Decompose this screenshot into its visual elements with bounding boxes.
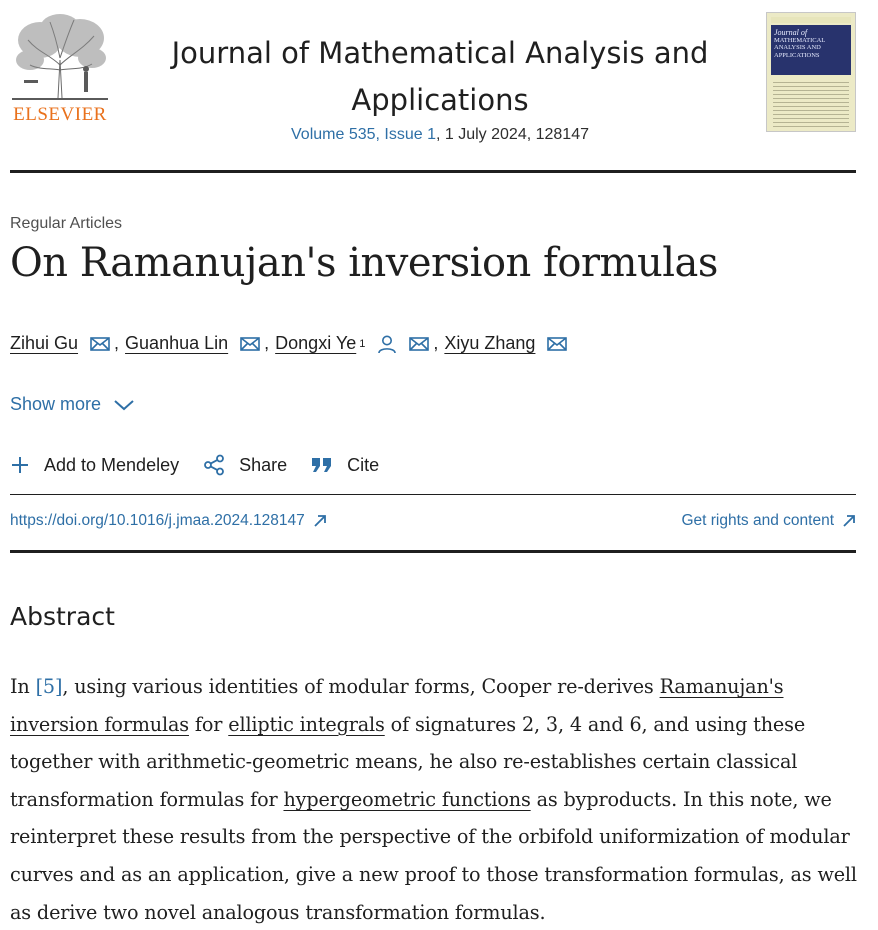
- show-more-label: Show more: [10, 394, 102, 414]
- doi-link[interactable]: [10, 512, 327, 530]
- author-name[interactable]: Guanhua Lin: [125, 333, 229, 353]
- author-separator: ,: [114, 333, 120, 353]
- envelope-icon[interactable]: [409, 337, 429, 351]
- header-divider: [10, 170, 856, 173]
- chevron-down-icon: [113, 398, 135, 412]
- reference-link[interactable]: [5]: [35, 675, 63, 698]
- issue-date-article: , 1 July 2024, 128147: [435, 126, 589, 143]
- cover-title-italic: Journal of: [774, 28, 808, 37]
- cover-header-strip: [771, 17, 851, 23]
- author-name[interactable]: Xiyu Zhang: [444, 333, 536, 353]
- journal-header: [10, 0, 856, 172]
- journal-title[interactable]: Journal of Mathematical Analysis and Applications: [171, 36, 709, 117]
- abstract-text: as byproducts. In this note, we reinterpret these results from the perspective of the orbifold uniformization of modular curves and as an application, give a new proof to those transformation formulas, as well as derive two novel analogous transformation formulas.: [10, 787, 857, 924]
- get-rights-label: Get rights and content: [681, 512, 834, 529]
- article-type: Regular Articles: [10, 215, 123, 232]
- author-list: [10, 333, 567, 354]
- author-name[interactable]: Zihui Gu: [10, 333, 79, 353]
- abstract-body: [10, 668, 862, 930]
- share-label: Share: [239, 454, 288, 475]
- cover-title-block: [771, 25, 851, 75]
- doi-link-label: https://doi.org/10.1016/j.jmaa.2024.128147: [10, 512, 305, 529]
- get-rights-link[interactable]: [681, 512, 856, 530]
- show-more-button[interactable]: [10, 394, 135, 415]
- cover-contents-lines: [773, 79, 849, 127]
- author-separator: ,: [433, 333, 439, 353]
- abstract-text: , using various identities of modular forms, Cooper re-derives: [62, 675, 660, 698]
- topic-link[interactable]: hypergeometric functions: [283, 787, 531, 811]
- elsevier-tree-icon: [10, 10, 110, 102]
- cite-button[interactable]: [311, 455, 379, 476]
- share-icon: [203, 454, 225, 476]
- external-link-icon: [842, 514, 856, 528]
- quote-icon: [311, 456, 333, 474]
- article-actions: [10, 454, 403, 476]
- article-title: On Ramanujan's inversion formulas: [10, 240, 718, 286]
- volume-line: [140, 126, 740, 144]
- abstract-text: of signatures 2, 3, 4 and 6, and using these together with arithmetic-geometric means, he also re-establishes certain classical transformation formulas for: [10, 712, 806, 811]
- topic-link[interactable]: elliptic integrals: [228, 712, 385, 736]
- envelope-icon[interactable]: [547, 337, 567, 351]
- person-icon[interactable]: [377, 334, 397, 354]
- share-button[interactable]: [203, 454, 287, 476]
- doi-divider: [10, 550, 856, 553]
- add-to-mendeley-label: Add to Mendeley: [44, 454, 180, 475]
- cite-label: Cite: [347, 454, 380, 475]
- cover-title: MATHEMATICAL ANALYSIS AND APPLICATIONS: [774, 36, 826, 59]
- volume-issue-link[interactable]: Volume 535, Issue 1: [291, 126, 436, 143]
- abstract-heading: Abstract: [10, 602, 115, 631]
- author-separator: ,: [264, 333, 270, 353]
- envelope-icon[interactable]: [240, 337, 260, 351]
- abstract-text: for: [188, 712, 229, 736]
- author-name[interactable]: Dongxi Ye: [275, 333, 357, 353]
- plus-icon: [10, 455, 30, 475]
- external-link-icon: [313, 514, 327, 528]
- journal-cover-thumbnail[interactable]: [766, 12, 856, 132]
- actions-divider: [10, 494, 856, 495]
- elsevier-wordmark: ELSEVIER: [13, 104, 107, 125]
- author-affiliation-sup[interactable]: 1: [359, 337, 366, 350]
- topic-link[interactable]: Ramanujan's inversion formulas: [10, 675, 784, 736]
- add-to-mendeley-button[interactable]: [10, 455, 179, 476]
- envelope-icon[interactable]: [90, 337, 110, 351]
- elsevier-logo[interactable]: [10, 10, 110, 125]
- abstract-text: In: [10, 675, 36, 698]
